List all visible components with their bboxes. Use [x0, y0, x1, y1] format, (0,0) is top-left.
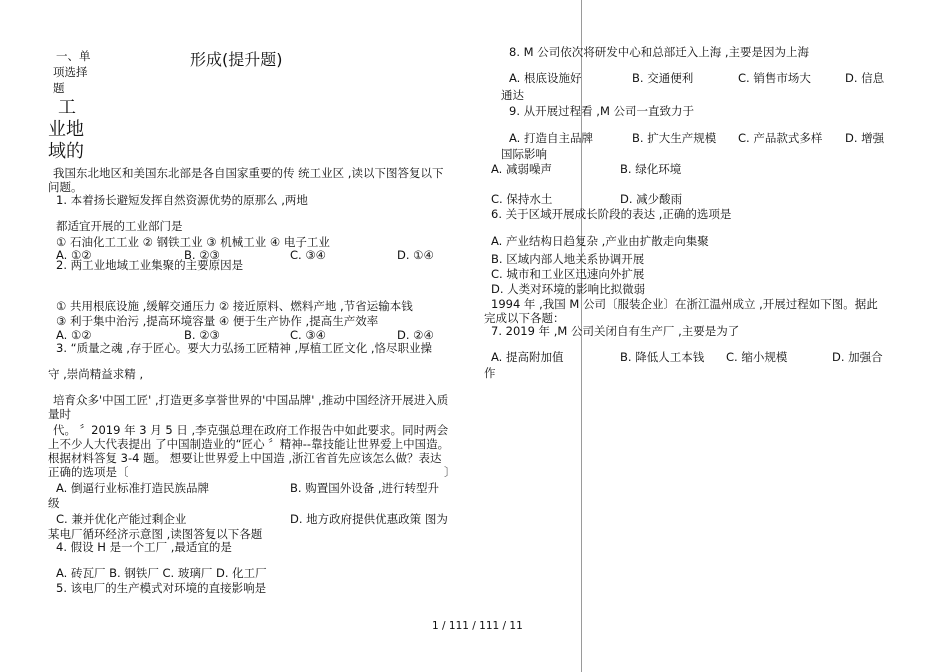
- q9-option-d[interactable]: D. 增强: [845, 131, 885, 145]
- q5-stem: 5. 该电厂的生产模式对环境的直接影响是: [56, 581, 267, 595]
- q5-option-a[interactable]: A. 减弱噪声: [491, 162, 552, 176]
- q1-stem-cont: 都适宜开展的工业部门是: [56, 219, 183, 233]
- q6-option-c[interactable]: C. 城市和工业区迅速向外扩展: [491, 267, 645, 281]
- q3-line4: 量时: [48, 407, 71, 421]
- q8-stem: 8. M 公司依次将研发中心和总部迁入上海 ,主要是因为上海: [509, 45, 810, 59]
- q3-option-c[interactable]: C. 兼并优化产能过剩企业: [56, 512, 187, 526]
- q2-option-a[interactable]: A. ①②: [56, 328, 92, 342]
- q2-option-c[interactable]: C. ③④: [290, 328, 326, 342]
- q3-option-d-cont: 某电厂循环经济示意图 ,读图答复以下各题: [48, 527, 263, 541]
- q3-line5: 代。 〞2019 年 3 月 5 日 ,李克强总理在政府工作报告中如此要求。同时两会: [53, 423, 449, 437]
- q3-line7: 根据材料答复 3-4 题。 想要让世界爱上中国造 ,浙江省首先应该怎么做？表达: [48, 451, 442, 465]
- q3-option-b[interactable]: B. 购置国外设备 ,进行转型升: [290, 481, 440, 495]
- section-header-line3: 题: [53, 81, 65, 95]
- q2-option-b[interactable]: B. ②③: [184, 328, 220, 342]
- q3-option-b-cont: 级: [48, 496, 60, 510]
- q7-option-d-cont: 作: [484, 366, 496, 380]
- q6-option-a[interactable]: A. 产业结构日趋复杂 ,产业由扩散走向集聚: [491, 234, 709, 248]
- q9-option-b[interactable]: B. 扩大生产规模: [632, 131, 717, 145]
- q9-option-a[interactable]: A. 打造自主品牌: [509, 131, 593, 145]
- passage-line2: 完成以下各题：: [484, 311, 565, 325]
- q1-items: ① 石油化工工业 ② 钢铁工业 ③ 机械工业 ④ 电子工业: [56, 235, 330, 249]
- q6-option-b[interactable]: B. 区域内部人地关系协调开展: [491, 252, 645, 266]
- q3-option-a[interactable]: A. 倒逼行业标准打造民族品牌: [56, 481, 209, 495]
- q3-line6: 上不少人大代表提出 了中国制造业的“匠心 〞精神--靠技能让世界爱上中国造。: [48, 437, 450, 451]
- big-heading-line2: 业地: [48, 119, 84, 140]
- q6-option-d[interactable]: D. 人类对环境的影响比拟微弱: [491, 282, 646, 296]
- big-heading-line3: 域的: [48, 141, 84, 162]
- q8-option-d[interactable]: D. 信息: [845, 71, 885, 85]
- q5-option-d[interactable]: D. 减少酸雨: [620, 192, 683, 206]
- q2-items-line2: ③ 利于集中治污 ,提高环境容量 ④ 便于生产协作 ,提高生产效率: [56, 314, 379, 328]
- q8-option-b[interactable]: B. 交通便利: [632, 71, 694, 85]
- q4-stem: 4. 假设 H 是一个工厂 ,最适宜的是: [56, 540, 232, 554]
- q1-option-d[interactable]: D. ①④: [397, 248, 434, 262]
- q3-line2: 守 ,崇尚精益求精 ,: [48, 367, 144, 381]
- q3-line3: 培育众多'中国工匠' ,打造更多享誉世界的'中国品牌' ,推动中国经济开展进入质: [53, 393, 449, 407]
- q7-option-b[interactable]: B. 降低人工本钱: [620, 350, 705, 364]
- intro-line1: 我国东北地区和美国东北部是各自国家重要的传 统工业区 ,读以下图答复以下: [53, 166, 444, 180]
- q2-items-line1: ① 共用根底设施 ,缓解交通压力 ② 接近原料、燃料产地 ,节省运输本钱: [56, 299, 413, 313]
- q8-option-a[interactable]: A. 根底设施好: [509, 71, 582, 85]
- page-footer: 1 / 111 / 111 / 11: [432, 620, 523, 632]
- section-header-line1: 一、单: [56, 49, 91, 63]
- q1-option-b[interactable]: B. ②③: [184, 248, 220, 262]
- q7-option-c[interactable]: C. 缩小规模: [726, 350, 788, 364]
- page-title: 形成(提升题): [190, 50, 283, 69]
- q9-option-c[interactable]: C. 产品款式多样: [738, 131, 823, 145]
- q2-option-d[interactable]: D. ②④: [397, 328, 434, 342]
- q6-stem: 6. 关于区域开展成长阶段的表达 ,正确的选项是: [491, 207, 732, 221]
- q5-option-c[interactable]: C. 保持水土: [491, 192, 553, 206]
- q1-option-a[interactable]: A. ①②: [56, 248, 92, 262]
- section-header-line2: 项选择: [53, 65, 88, 79]
- q3-option-d[interactable]: D. 地方政府提供优惠政策 图为: [290, 512, 448, 526]
- q9-option-d-cont: 国际影响: [501, 147, 547, 161]
- q7-stem: 7. 2019 年 ,M 公司关闭自有生产厂 ,主要是为了: [491, 324, 740, 338]
- q3-line8: 正确的选项是〔: [48, 465, 129, 479]
- q4-options[interactable]: A. 砖瓦厂 B. 钢铁厂 C. 玻璃厂 D. 化工厂: [56, 566, 267, 580]
- q7-option-d[interactable]: D. 加强合: [832, 350, 883, 364]
- q5-option-b[interactable]: B. 绿化环境: [620, 162, 682, 176]
- q1-option-c[interactable]: C. ③④: [290, 248, 326, 262]
- q7-option-a[interactable]: A. 提高附加值: [491, 350, 564, 364]
- q3-line1: 3. “质量之魂 ,存于匠心。要大力弘扬工匠精神 ,厚植工匠文化 ,恪尽职业操: [56, 341, 433, 355]
- intro-line2: 问题。: [48, 180, 83, 194]
- q3-line8-bracket: 〕: [444, 465, 456, 479]
- q8-option-d-cont: 通达: [501, 88, 524, 102]
- big-heading-line1: 工: [58, 97, 76, 118]
- q8-option-c[interactable]: C. 销售市场大: [738, 71, 811, 85]
- q1-stem: 1. 本着扬长避短发挥自然资源优势的原那么 ,两地: [56, 193, 308, 207]
- q2-stem: 2. 两工业地域工业集聚的主要原因是: [56, 258, 244, 272]
- q9-stem: 9. 从开展过程看 ,M 公司一直致力于: [509, 104, 695, 118]
- passage-line1: 1994 年 ,我国 M 公司〔服装企业〕在浙江温州成立 ,开展过程如下图。据此: [491, 297, 878, 311]
